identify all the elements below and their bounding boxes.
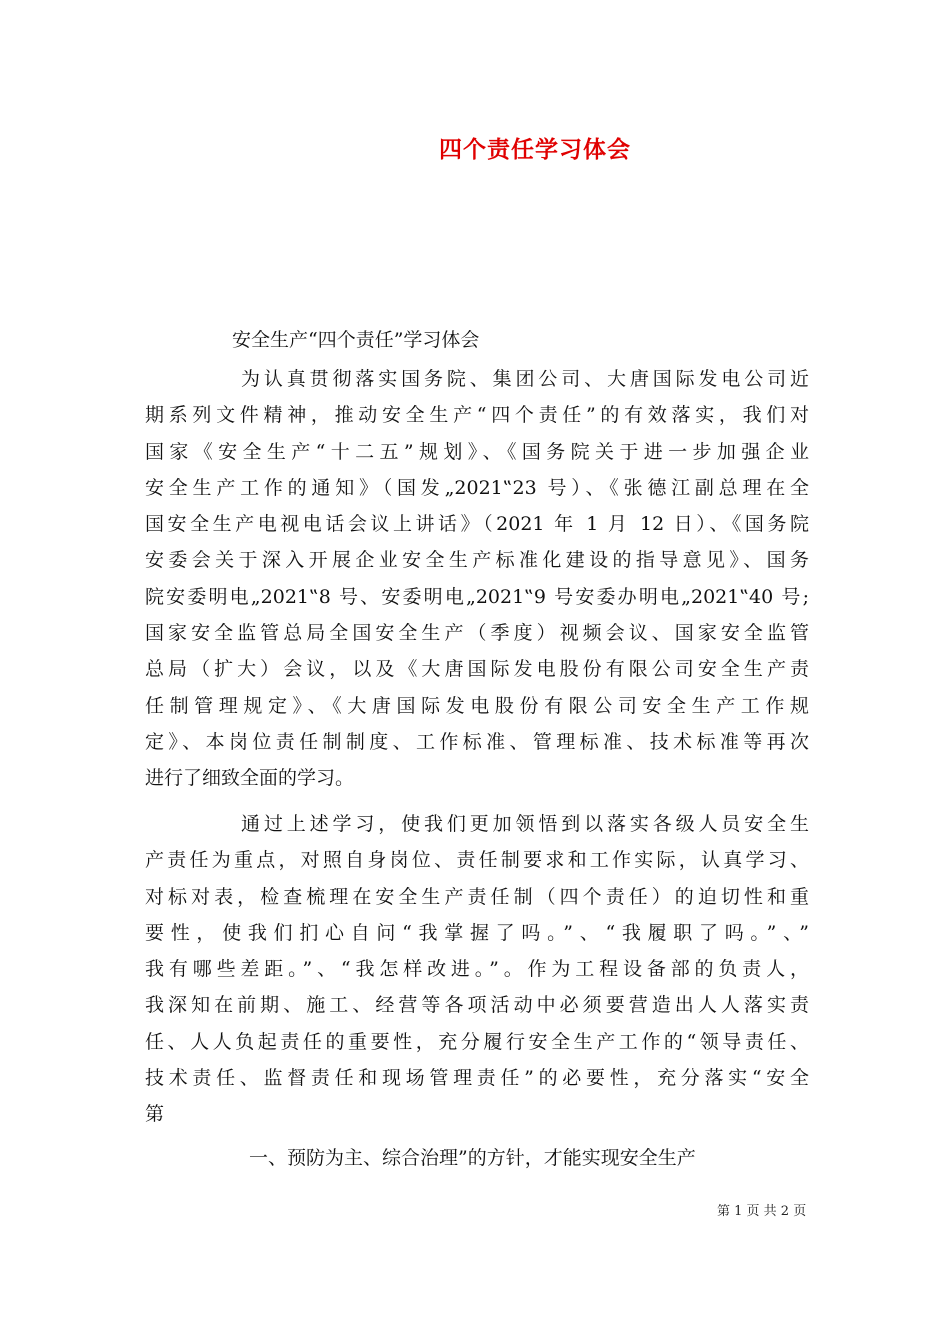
paragraph-2-line: 技术责任、监督责任和现场管理责任”的必要性，充分落实“安全 bbox=[145, 1067, 809, 1090]
paragraph-1-line: 院安委明电„2021‟8 号、安委明电„2021‟9 号安委办明电„2021‟40 号; bbox=[145, 585, 809, 608]
paragraph-1-line: 为认真贯彻落实国务院、集团公司、大唐国际发电公司近 bbox=[241, 368, 809, 390]
paragraph-2-line: 产责任为重点，对照自身岗位、责任制要求和工作实际，认真学习、 bbox=[145, 849, 809, 872]
document-subtitle: 安全生产“四个责任”学习体会 bbox=[232, 329, 480, 351]
paragraph-1-line: 进行了细致全面的学习。 bbox=[145, 767, 355, 790]
paragraph-1-line: 总局（扩大）会议，以及《大唐国际发电股份有限公司安全生产责 bbox=[145, 658, 809, 681]
paragraph-1-line: 国家《安全生产“十二五”规划》、《国务院关于进一步加强企业 bbox=[145, 440, 809, 463]
paragraph-3 bbox=[145, 1140, 809, 1176]
paragraph-1-line: 任制管理规定》、《大唐国际发电股份有限公司安全生产工作规 bbox=[145, 694, 809, 717]
paragraph-2-line: 要性，使我们扪心自问“我掌握了吗。”、“我履职了吗。”、” bbox=[145, 921, 809, 944]
page-number-footer: 第 1 页 共 2 页 bbox=[717, 1204, 807, 1219]
paragraph-2-line: 我深知在前期、施工、经营等各项活动中必须要营造出人人落实责 bbox=[145, 994, 809, 1017]
paragraph-1-line: 国家安全监管总局全国安全生产（季度）视频会议、国家安全监管 bbox=[145, 622, 809, 645]
paragraph-1-line: 安全生产工作的通知》（国发„2021‟23 号）、《张德江副总理在全 bbox=[145, 476, 809, 499]
document-title: 四个责任学习体会 bbox=[439, 136, 631, 163]
paragraph-2-line: 通过上述学习，使我们更加领悟到以落实各级人员安全生 bbox=[241, 813, 809, 835]
paragraph-2-line: 第 bbox=[145, 1103, 165, 1126]
paragraph-3-line: 一、预防为主、综合治理”的方针，才能实现安全生产 bbox=[249, 1147, 696, 1169]
paragraph-1-line: 安委会关于深入开展企业安全生产标准化建设的指导意见》、国务 bbox=[145, 549, 809, 572]
paragraph-1-line: 国安全生产电视电话会议上讲话》（2021 年 1 月 12 日）、《国务院 bbox=[145, 513, 809, 536]
paragraph-1-line: 期系列文件精神，推动安全生产“四个责任”的有效落实，我们对 bbox=[145, 404, 809, 427]
paragraph-2 bbox=[145, 806, 809, 1133]
paragraph-1 bbox=[145, 361, 809, 797]
paragraph-2-line: 我有哪些差距。”、“我怎样改进。”。作为工程设备部的负责人， bbox=[145, 958, 809, 981]
paragraph-2-line: 任、人人负起责任的重要性，充分履行安全生产工作的“领导责任、 bbox=[145, 1030, 809, 1053]
paragraph-1-line: 定》、本岗位责任制制度、工作标准、管理标准、技术标准等再次 bbox=[145, 730, 809, 753]
paragraph-2-line: 对标对表，检查梳理在安全生产责任制（四个责任）的迫切性和重 bbox=[145, 885, 809, 908]
